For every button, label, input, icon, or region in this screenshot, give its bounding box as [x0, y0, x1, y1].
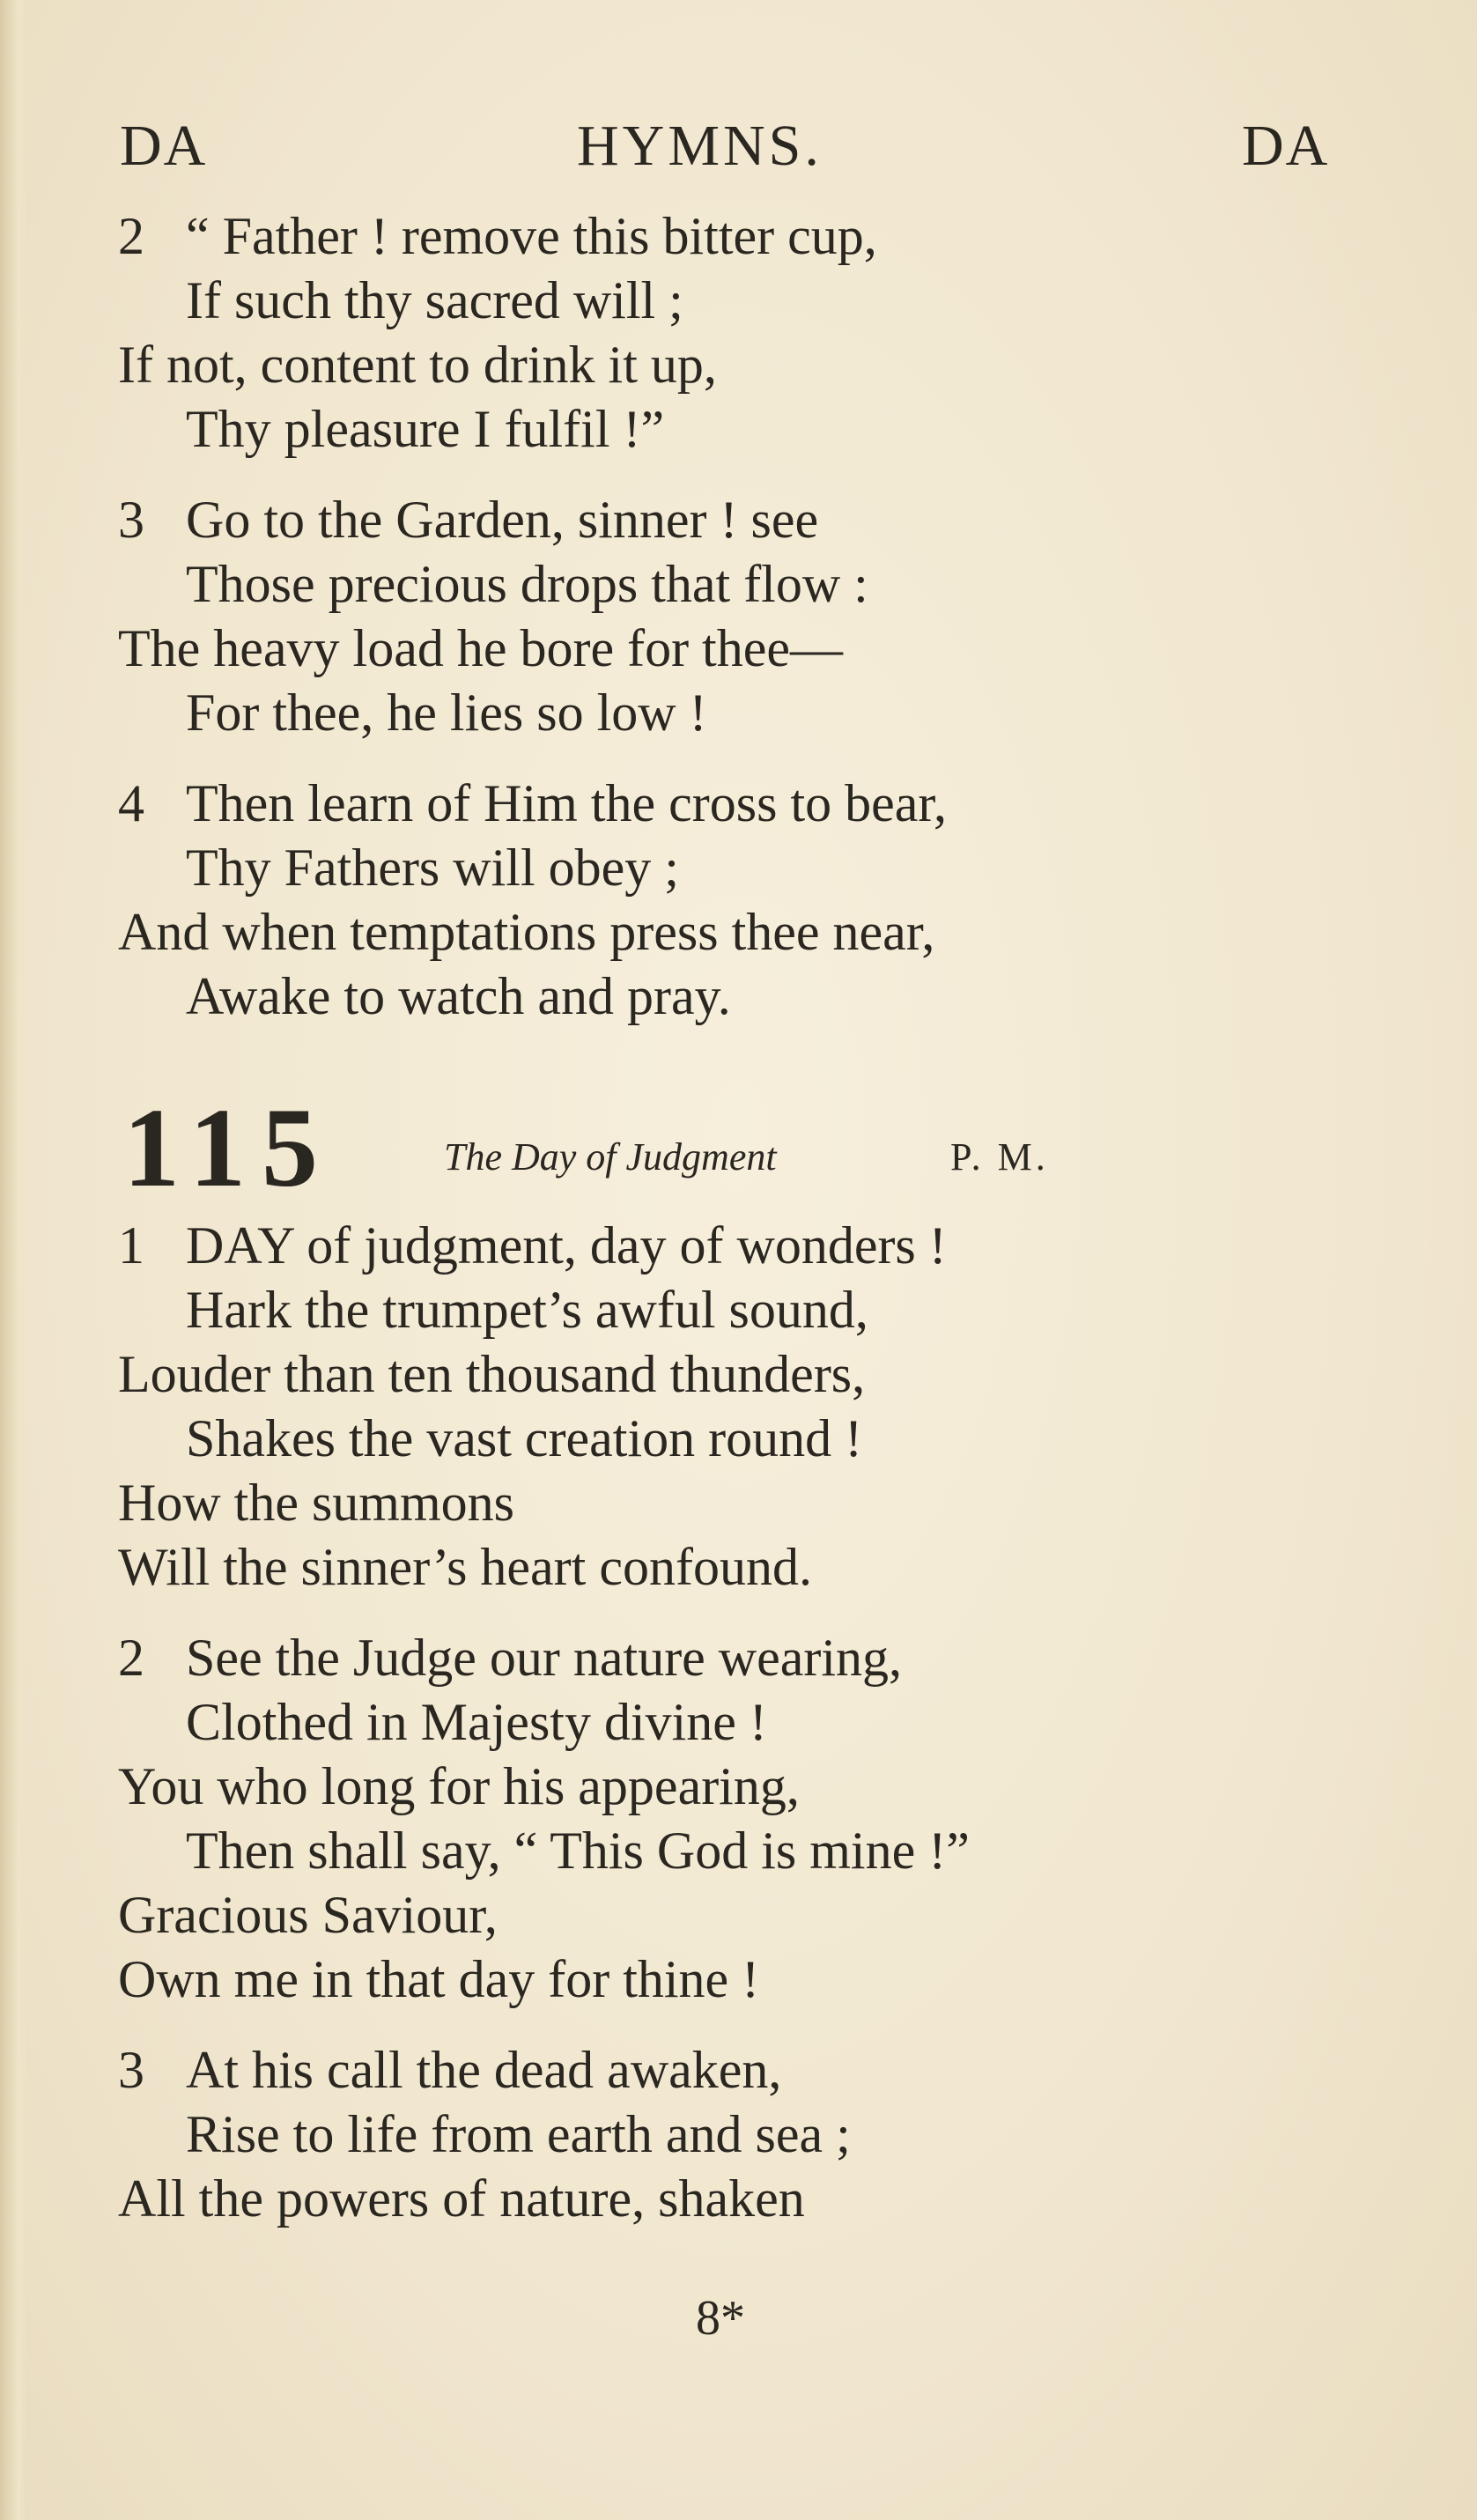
verse-line: If not, content to drink it up,	[118, 336, 717, 394]
verse-line: Then shall say, “ This God is mine !”	[186, 1822, 970, 1880]
verse-line: Thy pleasure I fulfil !”	[186, 400, 665, 458]
verse-line: Those precious drops that flow :	[186, 555, 868, 613]
hymn-title: The Day of Judgment	[444, 1135, 777, 1179]
verse-line: If such thy sacred will ;	[186, 271, 683, 329]
verse-line: How the summons	[118, 1474, 514, 1532]
stanza	[118, 488, 1369, 745]
signature-mark: 8*	[696, 2291, 745, 2346]
stanza-number: 1	[118, 1216, 144, 1275]
verse-line: Louder than ten thousand thunders,	[118, 1345, 866, 1403]
verse-line: 3 Go to the Garden, sinner ! see	[118, 488, 1369, 552]
running-head-left: DA	[120, 114, 208, 178]
verse-line: And when temptations press thee near,	[118, 903, 935, 961]
hymn-heading	[118, 1082, 1369, 1214]
page-body	[118, 204, 1369, 2258]
stanza	[118, 204, 1369, 462]
verse-line: You who long for his appearing,	[118, 1757, 800, 1815]
verse-line: For thee, he lies so low !	[186, 684, 707, 742]
verse-line: Thy Fathers will obey ;	[186, 839, 679, 897]
verse-line: Own me in that day for thine !	[118, 1950, 760, 2008]
stanza	[118, 2038, 1369, 2231]
verse-line: 2 See the Judge our nature wearing,	[118, 1626, 1369, 1690]
stanza-number: 3	[118, 491, 144, 549]
running-head	[0, 113, 1477, 183]
verse-line: 3 At his call the dead awaken,	[118, 2038, 1369, 2102]
stanza	[118, 772, 1369, 1029]
verse-line: Shakes the vast creation round !	[186, 1409, 863, 1467]
verse-line: Awake to watch and pray.	[186, 967, 731, 1025]
verse-line: 2 “ Father ! remove this bitter cup,	[118, 204, 1369, 269]
verse-line: 1 DAY of judgment, day of wonders !	[118, 1214, 1369, 1278]
verse-line: The heavy load he bore for thee—	[118, 619, 843, 677]
running-head-title: HYMNS.	[577, 114, 823, 178]
stanza-number: 2	[118, 207, 144, 265]
verse-line: 4 Then learn of Him the cross to bear,	[118, 772, 1369, 836]
verse-line: Rise to life from earth and sea ;	[186, 2105, 851, 2163]
verse-line: Hark the trumpet’s awful sound,	[186, 1281, 868, 1339]
stanza	[118, 1626, 1369, 2012]
stanza	[118, 1214, 1369, 1600]
running-head-right: DA	[1242, 114, 1330, 178]
stanza-number: 3	[118, 2041, 144, 2099]
verse-line: All the powers of nature, shaken	[118, 2169, 805, 2228]
verse-line: Gracious Saviour,	[118, 1886, 498, 1944]
verse-line: Will the sinner’s heart confound.	[118, 1538, 812, 1596]
hymn-meter: P. M.	[950, 1135, 1049, 1179]
verse-line: Clothed in Majesty divine !	[186, 1693, 767, 1751]
page-gutter	[0, 0, 26, 2520]
hymn-number: 115	[123, 1085, 334, 1210]
stanza-number: 4	[118, 774, 144, 832]
stanza-number: 2	[118, 1629, 144, 1687]
